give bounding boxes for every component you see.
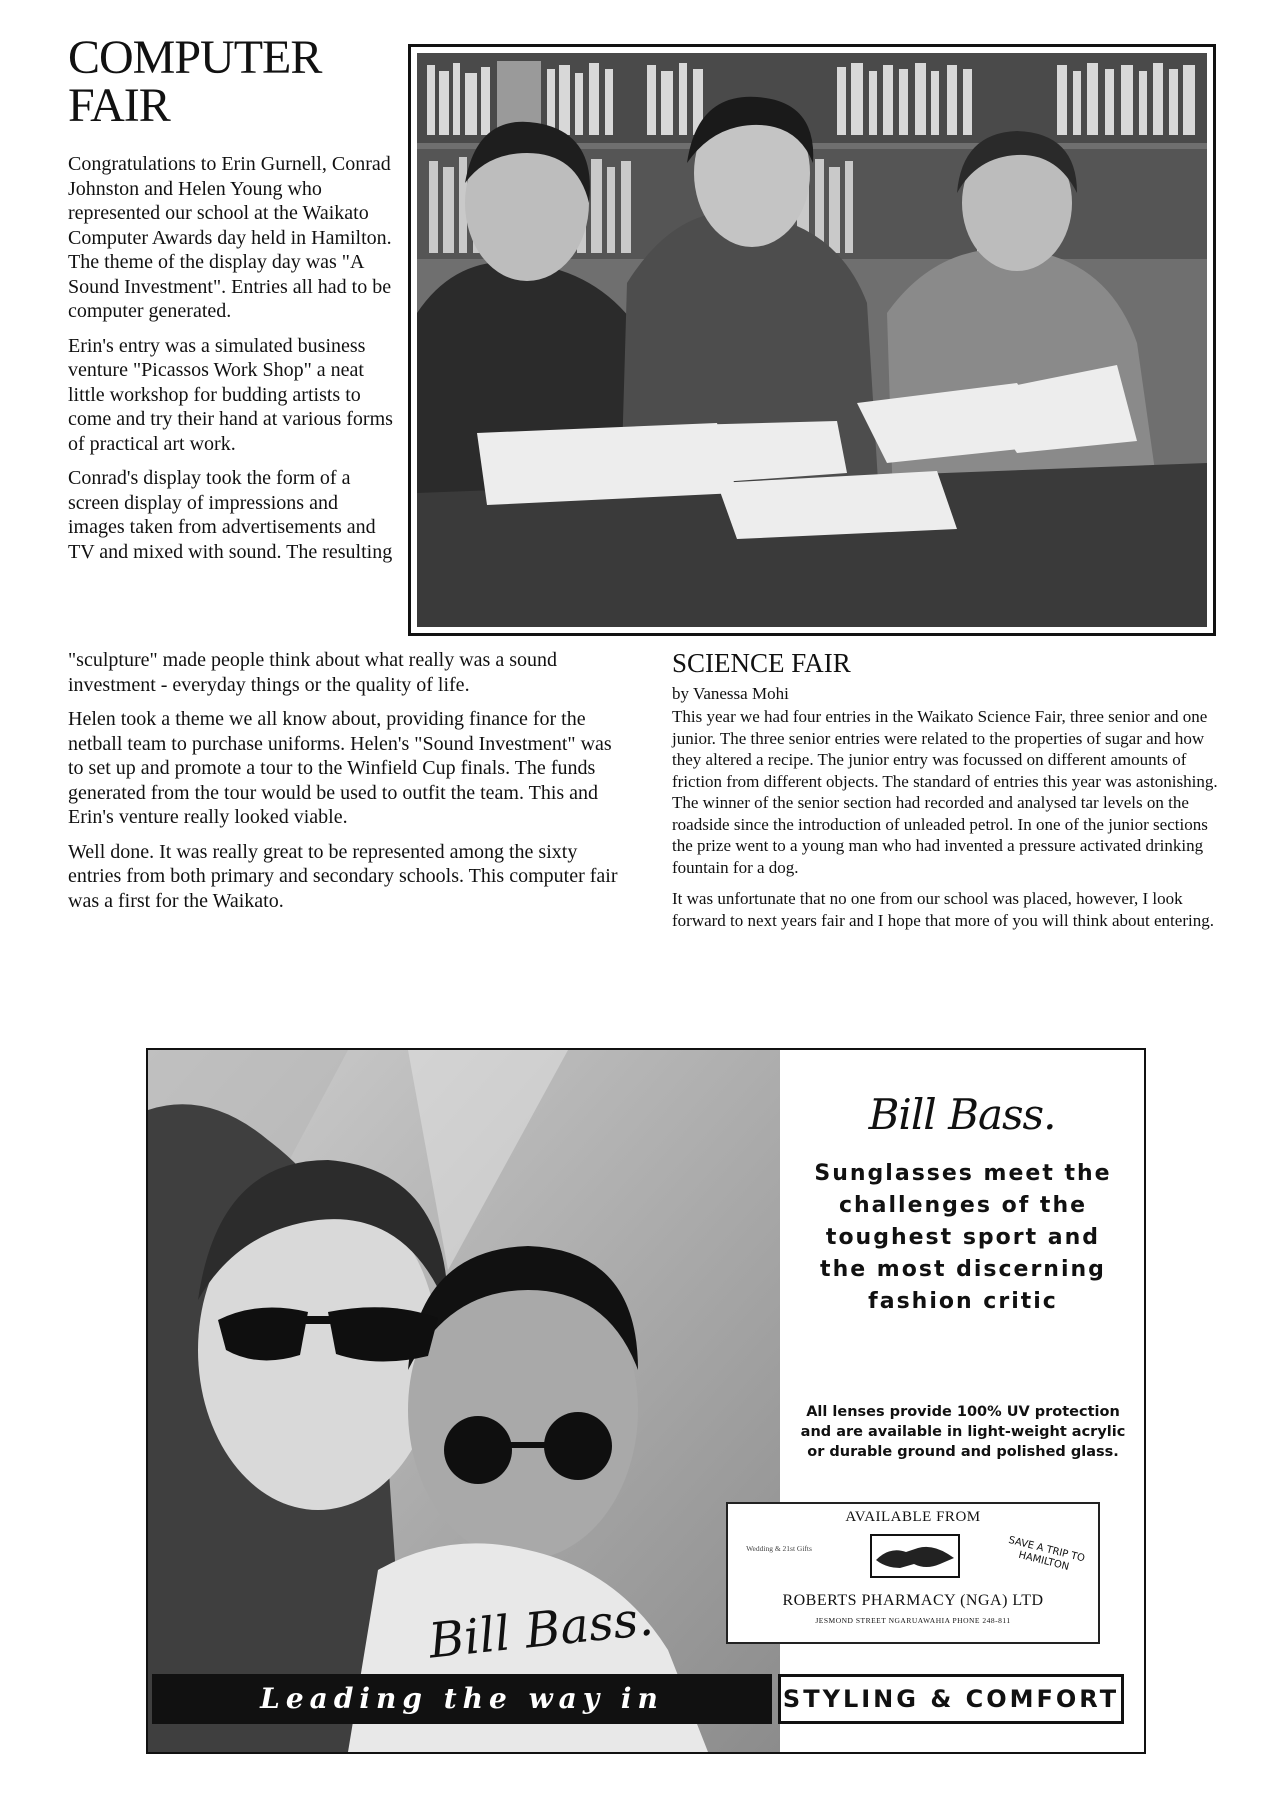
save-a-trip-label: SAVE A TRIP TO HAMILTON [1007, 1534, 1086, 1573]
tagline-right: STYLING & COMFORT [778, 1674, 1124, 1724]
computer-fair-paragraph-1: Congratulations to Erin Gurnell, Conrad Johnston and Helen Young who represented our school at the Waikato Computer Awards day held in Hamilton. The theme of the display day was "A Sound Investment". Entries all had to be computer generated. [68, 153, 392, 322]
available-from-label: AVAILABLE FROM [845, 1509, 981, 1525]
bill-bass-advert [146, 1048, 1146, 1754]
students-photo [408, 44, 1216, 636]
advert-text-panel [782, 1050, 1144, 1752]
title-line-1: COMPUTER [68, 31, 322, 84]
computer-fair-wide-column [68, 648, 628, 923]
computer-fair-title [68, 31, 398, 132]
science-fair-body [672, 706, 1228, 941]
advert-headline: Sunglasses meet the challenges of the toughest sport and the most discerning fashion critic [814, 1161, 1112, 1314]
science-fair-byline: by Vanessa Mohi [672, 684, 789, 703]
uv-protection-text: All lenses provide 100% UV protection and are available in light-weight acrylic or durable ground and polished glass. [800, 1404, 1126, 1460]
computer-fair-paragraph-2: Erin's entry was a simulated business venture "Picassos Work Shop" a neat little workshop for budding artists to come and try their hand at various forms of practical art work. [68, 334, 393, 455]
tagline-left: Leading the way in [152, 1674, 772, 1724]
computer-fair-narrow-column [68, 152, 398, 574]
computer-fair-paragraph-3-start: Conrad's display took the form of a screen display of impressions and images taken from advertisements and TV and mixed with sound. The resulting [68, 467, 393, 563]
brand-logo: Bill Bass. [868, 1090, 1056, 1139]
science-fair-paragraph-1: This year we had four entries in the Waikato Science Fair, three senior and one junior. The three senior entries were related to the properties of sugar and how they altered a recipe. The junior entry was focussed on different amounts of friction from different objects. The standard of entries this year was astonishing. The winner of the senior section had recorded and analysed tar levels on the roadside since the introduction of unleaded petrol. In one of the junior sections the prize went to a young man who had invented a pressure activated drinking fountain for a dog. [672, 707, 1218, 877]
science-fair-paragraph-2: It was unfortunate that no one from our school was placed, however, I look forward to next years fair and I hope that more of you will think about entering. [672, 889, 1214, 930]
pharmacy-name: ROBERTS PHARMACY (NGA) LTD [782, 1592, 1044, 1609]
computer-fair-paragraph-5: Well done. It was really great to be represented among the sixty entries from both primary and secondary schools. This computer fair was a first for the Waikato. [68, 840, 618, 912]
computer-fair-paragraph-4: Helen took a theme we all know about, providing finance for the netball team to purchase uniforms. Helen's "Sound Investment" was to set up and promote a tour to the Winfield Cup finals. The funds generated from the tour would be used to outfit the team. This and Erin's venture really looked viable. [68, 708, 612, 828]
brand-signature: Bill Bass. [426, 1590, 656, 1670]
computer-fair-paragraph-3-end: "sculpture" made people think about what really was a sound investment - everyday things or the quality of life. [68, 649, 557, 696]
pharmacy-address: JESMOND STREET NGARUAWAHIA PHONE 248-811 [815, 1616, 1011, 1625]
stockist-box [726, 1502, 1100, 1644]
gifts-label: Wedding & 21st Gifts [746, 1544, 812, 1553]
students-photo-illustration [417, 53, 1207, 627]
science-fair-title: SCIENCE FAIR [672, 648, 851, 678]
title-line-2: FAIR [68, 79, 170, 132]
handshake-icon [870, 1534, 960, 1578]
